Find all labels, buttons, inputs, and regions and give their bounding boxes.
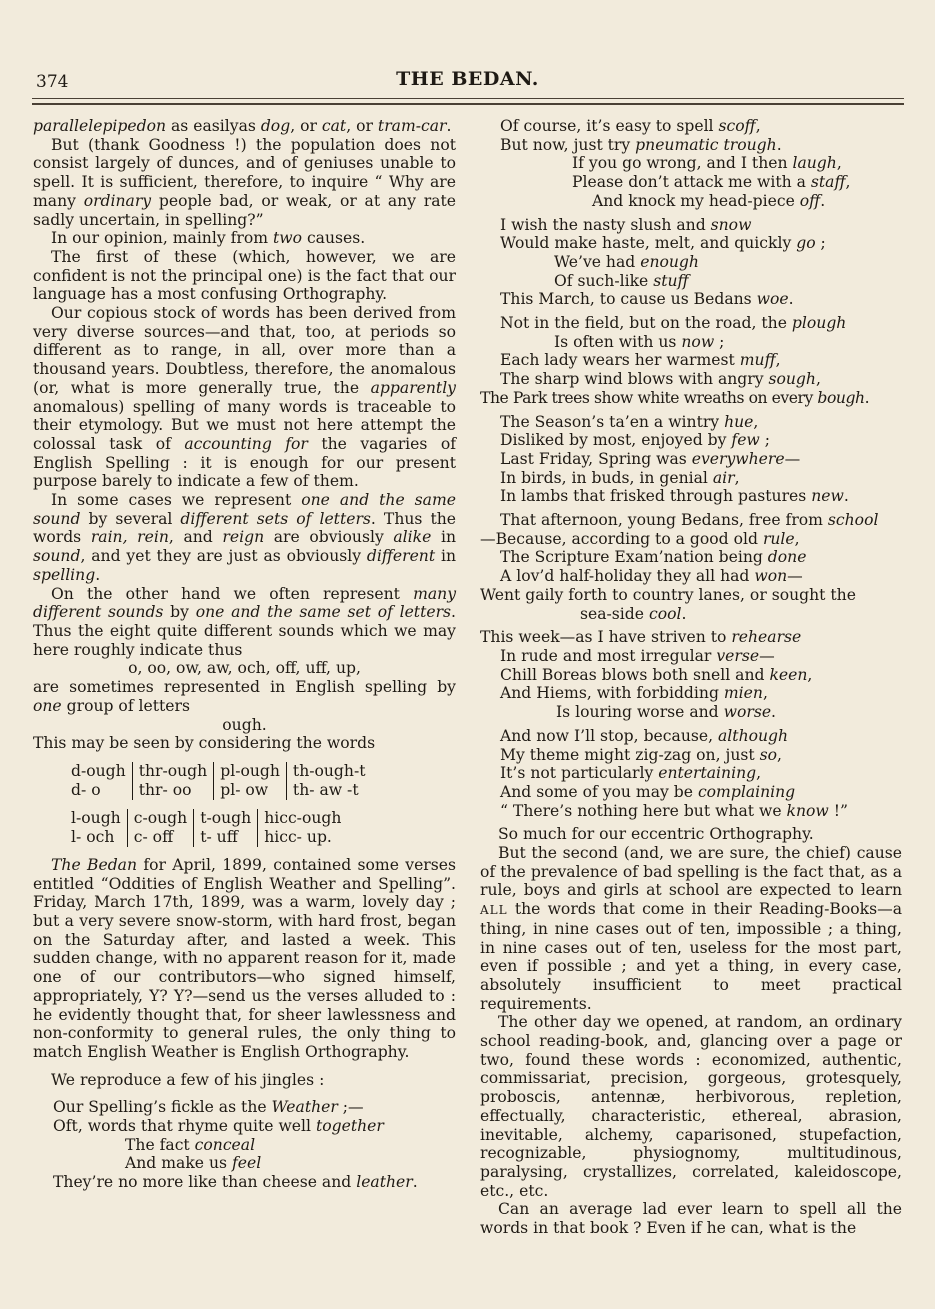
verse-line: “ There’s nothing here but what we know !” [500,801,848,820]
paragraph: are sometimes represented in English spelling by one group of letters [33,678,456,715]
verse-line: In birds, in buds, in genial air, [500,468,740,487]
paragraph: We reproduce a few of his jingles : [51,1070,325,1089]
verse-line: The fact conceal [125,1135,256,1154]
ough-table-1: d-ough thr-ough pl-ough th-ough-t d- o thr- oo pl- ow th- aw -t [71,762,372,800]
verse-line: This March, to cause us Bedans woe. [500,290,794,309]
verse-line: Each lady wears her warmest muff, [500,351,781,370]
verse-line: We’ve had enough [554,252,699,271]
verse-line: A lov’d half-holiday they all had won— [500,567,803,586]
verse-line: Would make haste, melt, and quickly go ; [500,234,826,253]
verse-line: Not in the field, but on the road, the plough [500,314,847,333]
verse-line: And some of you may be complaining [500,782,796,801]
paragraph: This may be seen by considering the words [33,734,376,753]
paragraph: Our copious stock of words has been derived from very diverse sources—and that, too, at periods so different as to range, in all, over more than a thousand years. Doubtless, therefore, the anomalous (or, what is more generally true, the apparently anomalous) spelling of many words is traceable to their etymology. But we must not here attempt the colossal task of accounting for the vagaries of English Spelling : it is enough for our present purpose barely to indicate a few of them. [33,304,456,491]
paragraph: So much for our eccentric Orthography. [498,825,814,844]
paragraph: The Bedan for April, 1899, contained some verses entitled “Oddities of English Weather and Spelling”. Friday, March 17th, 1899, was a warm, lovely day ; but a very severe snow-storm, with hard frost, began on the Saturday after, and lasted a week. This sudden change, with no apparent reason for it, made one of our contributors—who signed himself, appropriately, Y? Y?—send us the verses alluded to : he evidently thought that, for sheer lawlessness and non-conformity to general rules, the only thing to match English Weather is English Orthography. [33,855,456,1061]
verse-line: Of course, it’s easy to spell scoff, [500,117,761,135]
verse-line: Last Friday, Spring was everywhere— [500,449,801,468]
verse-line: But now, just try pneumatic trough. [500,135,782,154]
stanza-3 [480,314,902,408]
verse-line: The sharp wind blows with angry sough, [500,370,821,389]
verse-line: Disliked by most, enjoyed by few ; [500,431,770,450]
paragraph: The other day we opened, at random, an ordinary school reading-book, and, glancing over a page or two, found these words : economized, authentic, commissariat, precision, gorgeous, grotesquely, proboscis, antennæ, herbivorous, repletion, effectually, characteristic, ethereal, abrasion, inevitable, alchemy, caparisoned, stupefaction, recognizable, physiognomy, multitudinous, paralysing, crystallizes, correlated, kaleidoscope, etc., etc. [480,1013,902,1200]
verse-line: Oft, words that rhyme quite well together [53,1117,384,1136]
verse-line: And now I’ll stop, because, although [500,726,789,745]
header-rule-thin [32,98,904,99]
verse-line: This week—as I have striven to rehearse [480,628,802,647]
stanza-1 [480,117,902,211]
verse-line: They’re no more like than cheese and leather. [53,1173,418,1192]
verse-line: Please don’t attack me with a staff, [572,173,851,192]
running-title: THE BEDAN. [396,68,539,90]
verse-line: If you go wrong, and I then laugh, [572,154,842,173]
verse-line: Of such-like stuff [554,271,689,290]
paragraph: On the other hand we often represent many different sounds by one and the same set of letters. Thus the eight quite different sounds which we may here roughly indicate thus [33,584,456,659]
stanza-4 [480,413,902,507]
paragraph: In some cases we represent one and the same sound by several different sets of letters. Thus the words rain, rein, and reign are obviously alike in sound, and yet they are just as obviously different in spelling. [33,491,456,584]
verse-line: In lambs that frisked through pastures new. [500,487,849,506]
verse-line: Went gaily forth to country lanes, or sought the [480,585,856,604]
stanza-2 [480,216,902,310]
verse-line: In rude and most irregular verse— [500,646,775,665]
verse-line: Our Spelling’s fickle as the Weather ;— [53,1098,364,1117]
paragraph: But (thank Goodness !) the population does not consist largely of dunces, and of geniuses unable to spell. It is sufficient, therefore, to inquire “ Why are many ordinary people bad, or weak, or at any rate sadly uncertain, in spelling?” [33,135,456,229]
right-column [480,117,902,1238]
sounds-list: o, oo, ow, aw, och, off, uff, up, [128,659,361,678]
verse-line: It’s not particularly entertaining, [500,764,762,783]
ough-letters: ough. [222,715,267,734]
verse-line: Chill Boreas blows both snell and keen, [500,665,813,684]
verse-line: And Hiems, with forbidding mien, [500,684,768,703]
verse-line: And knock my head-piece off. [592,191,826,210]
header-rule-thick [32,103,904,105]
paragraph: In our opinion, mainly from two causes. [51,229,366,248]
paragraph: The first of these (which, however, we are confident is not the principal one) is the fact that our language has a most confusing Orthography. [33,247,456,304]
stanza-5 [480,511,902,623]
left-column [33,117,456,1192]
ough-table-2: l-ough c-ough t-ough hicc-ough l- och c- off t- uff hicc- up. [71,809,347,847]
verse-line: Is often with us now ; [554,332,725,351]
verse-line: And make us feel [125,1154,262,1173]
verse-line: I wish the nasty slush and snow [500,215,752,234]
paragraph-continuation: parallelepipedon as easilyas dog, or cat, or tram-car. [33,117,452,135]
verse-line: —Because, according to a good old rule, [480,529,800,548]
verse-line: That afternoon, young Bedans, free from school [500,511,879,530]
verse-line: Is louring worse and worse. [556,703,777,722]
stanza-6 [480,628,902,722]
verse-line: The Scripture Exam’nation being done [500,548,807,567]
paragraph: But the second (and, we are sure, the chief) cause of the prevalence of bad spelling is the fact that, as a rule, boys and girls at school are expected to learn ALL the words that come in their Reading-Books—a thing, in nine cases out of ten, impossible ; a thing, in nine cases out of ten, useless for the most part, even if possible ; and yet a thing, in every case, absolutely insufficient to meet practical requirements. [480,844,902,1013]
verse-line: The Season’s ta’en a wintry hue, [500,412,759,431]
page-number: 374 [36,72,69,92]
verse-line: My theme might zig-zag on, just so, [500,745,782,764]
verse-line: The Park trees show white wreaths on every bough. [480,388,870,407]
stanza-7 [480,727,902,821]
verse-line: sea-side cool. [580,604,687,623]
paragraph: Can an average lad ever learn to spell all the words in that book ? Even if he can, what is the [480,1200,902,1238]
